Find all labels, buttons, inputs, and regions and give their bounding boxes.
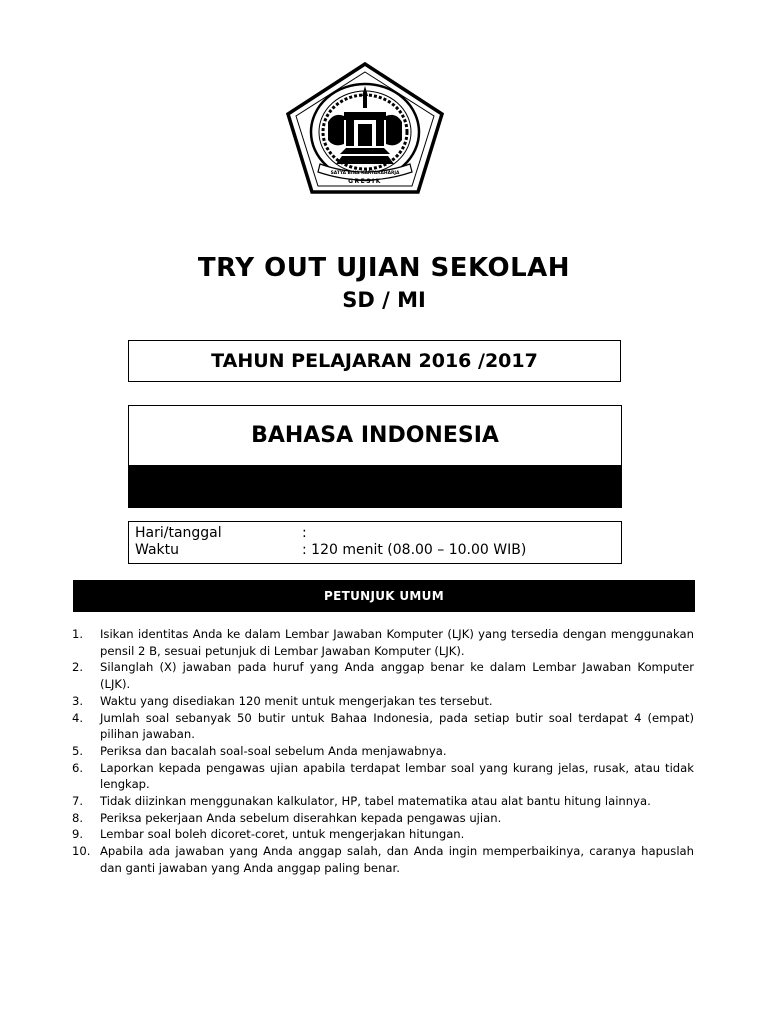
list-item [72, 826, 694, 843]
document-subtitle: SD / MI [342, 288, 426, 312]
list-item [72, 810, 694, 827]
item-number: 7. [72, 794, 84, 809]
list-item [72, 659, 694, 692]
info-label: Hari/tanggal [135, 525, 222, 541]
item-text: Tidak diizinkan menggunakan kalkulator, HP, tabel matematika atau alat bantu hitung lainnya. [100, 794, 651, 809]
emblem-region: GRESIK [348, 178, 382, 185]
item-text: Jumlah soal sebanyak 50 butir untuk Bahaa Indonesia, pada setiap butir soal terdapat 4 (empat) pilihan jawaban. [100, 710, 694, 742]
list-item [72, 626, 694, 659]
item-number: 4. [72, 710, 84, 725]
info-row-date [135, 525, 621, 542]
item-text: Periksa pekerjaan Anda sebelum diserahkan kepada pengawas ujian. [100, 810, 502, 825]
item-text: Waktu yang disediakan 120 menit untuk mengerjakan tes tersebut. [100, 693, 493, 708]
item-text: Laporkan kepada pengawas ujian apabila terdapat lembar soal yang kurang jelas, rusak, atau tidak lengkap. [100, 760, 694, 792]
item-text: Periksa dan bacalah soal-soal sebelum Anda menjawabnya. [100, 743, 447, 758]
item-text: Apabila ada jawaban yang Anda anggap salah, dan Anda ingin memperbaikinya, caranya hapuslah dan ganti jawaban yang Anda anggap paling benar. [100, 844, 694, 875]
emblem-motto: SATYA BINA KARTARAHARJA [330, 171, 400, 176]
list-item [72, 843, 694, 876]
list-item [72, 693, 694, 710]
instructions-heading-label: PETUNJUK UMUM [324, 589, 444, 603]
item-text: Isikan identitas Anda ke dalam Lembar Jawaban Komputer (LJK) yang tersedia dengan menggunakan pensil 2 B, sesuai petunjuk di Lembar Jawaban Komputer (LJK). [100, 627, 694, 658]
instructions-list [72, 626, 694, 877]
item-number: 1. [72, 627, 84, 641]
info-value: : [302, 525, 307, 541]
item-number: 2. [72, 660, 84, 675]
info-label: Waktu [135, 542, 179, 558]
subject-box [128, 405, 622, 508]
list-item [72, 793, 694, 810]
list-item [72, 760, 694, 793]
item-number: 6. [72, 760, 84, 775]
item-number: 8. [72, 810, 84, 825]
item-number: 9. [72, 827, 84, 842]
list-item [72, 710, 694, 743]
academic-year-label: TAHUN PELAJARAN 2016 /2017 [211, 350, 538, 372]
item-text: Lembar soal boleh dicoret-coret, untuk mengerjakan hitungan. [100, 827, 465, 842]
document-title: TRY OUT UJIAN SEKOLAH [197, 253, 571, 283]
academic-year-box [128, 340, 621, 382]
info-value: : 120 menit (08.00 – 10.00 WIB) [302, 542, 527, 558]
subject-black-bar [129, 465, 621, 508]
item-text: Silanglah (X) jawaban pada huruf yang Anda anggap benar ke dalam Lembar Jawaban Komputer (LJK). [100, 660, 694, 692]
list-item [72, 743, 694, 760]
item-number: 10. [72, 844, 91, 859]
instructions-heading [73, 580, 695, 612]
gresik-emblem-logo [284, 60, 446, 196]
item-number: 3. [72, 693, 84, 708]
exam-info-box [128, 521, 622, 564]
info-row-time [135, 542, 621, 559]
subject-label: BAHASA INDONESIA [251, 423, 499, 448]
item-number: 5. [72, 743, 84, 758]
